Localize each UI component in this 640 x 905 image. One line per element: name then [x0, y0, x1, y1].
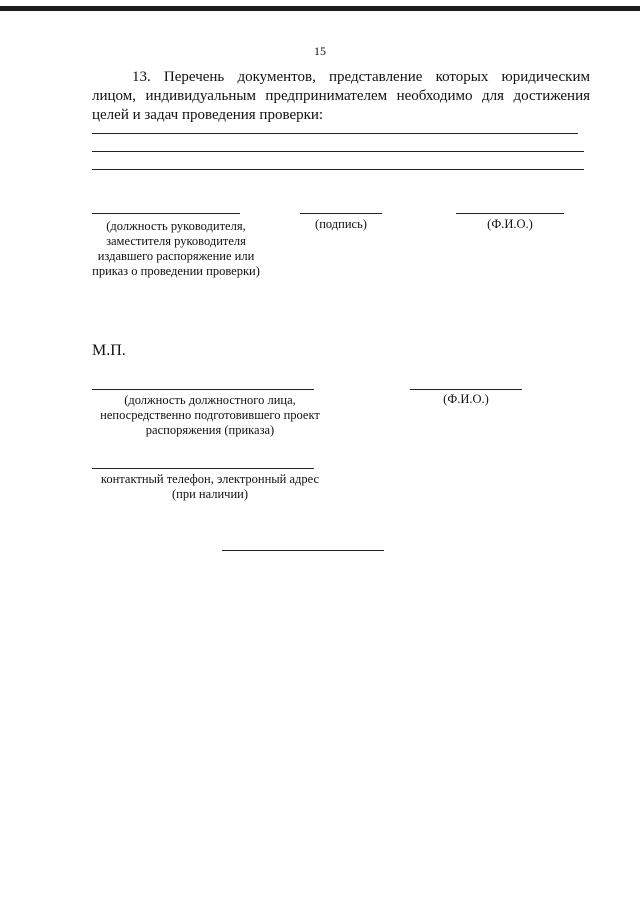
- official-position-caption: (должность должностного лица, непосредственно подготовившего проект распоряжения (приказа): [100, 393, 320, 437]
- end-separator-line: [222, 550, 384, 551]
- section-13-text: 13. Перечень документов, представление которых юридическим лицом, индивидуальным предпринимателем необходимо для достижения целей и задач проведения проверки:: [92, 69, 590, 123]
- contacts-line: [92, 468, 314, 469]
- fio-caption-1: (Ф.И.О.): [487, 217, 533, 231]
- stamp-label: М.П.: [92, 342, 126, 359]
- fio-line-1: [456, 213, 564, 214]
- fill-line-2: [92, 151, 584, 152]
- scan-top-border: [0, 6, 640, 11]
- signature-line: [300, 213, 382, 214]
- fill-line-1: [92, 133, 578, 134]
- official-position-line: [92, 389, 314, 390]
- contacts-caption: контактный телефон, электронный адрес (при наличии): [100, 472, 320, 501]
- fio-line-2: [410, 389, 522, 390]
- fill-line-3: [92, 169, 584, 170]
- fio-caption-2: (Ф.И.О.): [443, 392, 489, 406]
- signature-caption: (подпись): [315, 217, 367, 231]
- head-position-line: [92, 213, 240, 214]
- page-number: 15: [314, 44, 326, 58]
- head-position-caption: (должность руководителя, заместителя руководителя издавшего распоряжение или приказ о проведении проверки): [92, 219, 260, 278]
